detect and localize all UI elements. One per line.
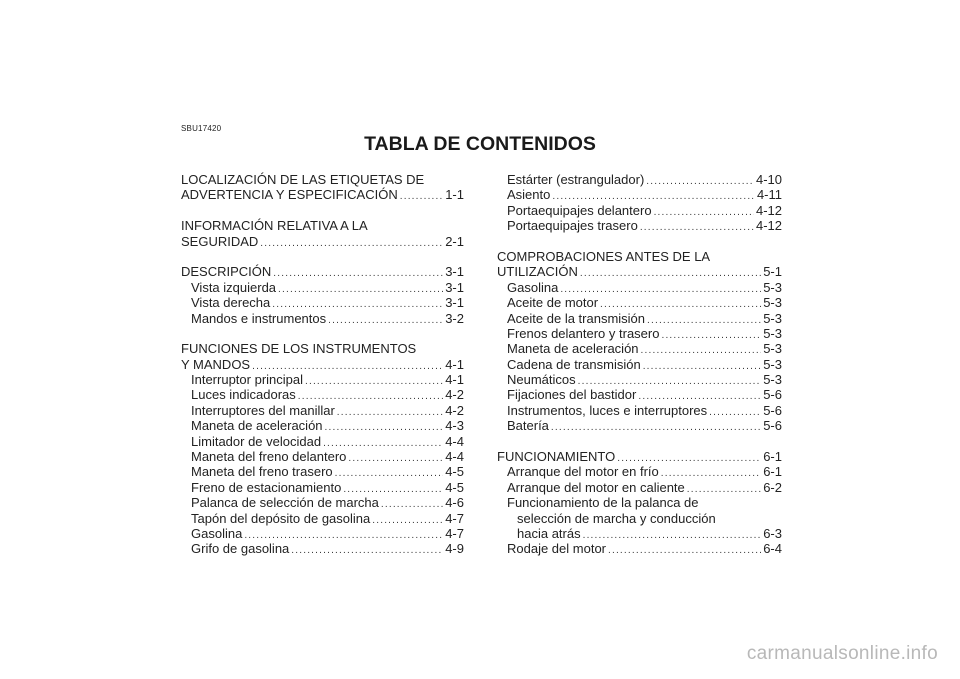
toc-subentry[interactable]: Gasolina ..... 5-3: [497, 280, 782, 295]
page-title: TABLA DE CONTENIDOS: [364, 133, 596, 155]
toc-entry[interactable]: DESCRIPCIÓN ..... 3-1: [181, 264, 464, 279]
watermark: carmanualsonline.info: [746, 643, 938, 664]
leader-dots: [647, 313, 761, 328]
page-number: 5-1: [763, 264, 782, 280]
page-number: 4-6: [445, 495, 464, 511]
toc-section-heading: INFORMACIÓN RELATIVA A LA: [181, 218, 368, 234]
page-number: 5-3: [763, 356, 782, 372]
leader-dots: [305, 374, 443, 389]
toc-subentry[interactable]: Fijaciones del bastidor ..... 5-6: [497, 387, 782, 402]
toc-subentry[interactable]: Vista izquierda ..... 3-1: [181, 280, 464, 295]
leader-dots: [709, 405, 761, 420]
page-number: 5-6: [763, 402, 782, 418]
leader-dots: [273, 266, 443, 281]
toc-subentry[interactable]: Neumáticos ..... 5-3: [497, 372, 782, 387]
page-number: 5-3: [763, 279, 782, 295]
toc-subentry-line: Funcionamiento de la palanca de: [507, 495, 699, 511]
toc-subentry[interactable]: Instrumentos, luces e interruptores ..... 5-6: [497, 403, 782, 418]
leader-dots: [337, 405, 443, 420]
toc-subentry-line: selección de marcha y conducción: [517, 510, 716, 526]
page-number: 3-2: [445, 310, 464, 326]
page-number: 4-2: [445, 402, 464, 418]
leader-dots: [551, 420, 761, 435]
page-number: 2-1: [445, 233, 464, 249]
toc-subentry[interactable]: Freno de estacionamiento ..... 4-5: [181, 480, 464, 495]
toc-entry[interactable]: Y MANDOS ..... 4-1: [181, 357, 464, 372]
page-number: 5-3: [763, 325, 782, 341]
page-number: 4-1: [445, 372, 464, 388]
page-number: 6-1: [763, 464, 782, 480]
leader-dots: [580, 266, 761, 281]
page-number: 4-4: [445, 433, 464, 449]
toc-subentry[interactable]: Vista derecha ..... 3-1: [181, 295, 464, 310]
toc-subentry[interactable]: Cadena de transmisión ..... 5-3: [497, 357, 782, 372]
page-number: 4-3: [445, 418, 464, 434]
page-number: 4-12: [755, 202, 782, 218]
toc-subentry[interactable]: Tapón del depósito de gasolina ..... 4-7: [181, 511, 464, 526]
page-number: 5-6: [763, 387, 782, 403]
toc-subentry[interactable]: Maneta de aceleración ..... 5-3: [497, 341, 782, 356]
toc-entry[interactable]: SEGURIDAD ..... 2-1: [181, 234, 464, 249]
leader-dots: [348, 451, 443, 466]
page-number: 3-1: [445, 295, 464, 311]
page-number: 5-6: [763, 418, 782, 434]
toc-subentry[interactable]: Portaequipajes trasero ..... 4-12: [497, 218, 782, 233]
leader-dots: [646, 174, 754, 189]
page-number: 4-4: [445, 449, 464, 465]
toc-subentry[interactable]: Grifo de gasolina ..... 4-9: [181, 541, 464, 556]
leader-dots: [328, 313, 443, 328]
toc-subentry[interactable]: Aceite de motor ..... 5-3: [497, 295, 782, 310]
toc-section-heading: COMPROBACIONES ANTES DE LA: [497, 248, 711, 264]
leader-dots: [335, 466, 444, 481]
page-number: 4-10: [755, 172, 782, 187]
toc-subentry[interactable]: Arranque del motor en caliente ..... 6-2: [497, 480, 782, 495]
page-number: 4-5: [445, 479, 464, 495]
page-number: 6-4: [763, 541, 782, 557]
page-number: 4-5: [445, 464, 464, 480]
toc-entry[interactable]: UTILIZACIÓN ..... 5-1: [497, 264, 782, 279]
page-number: 5-3: [763, 341, 782, 357]
page-number: 4-7: [445, 510, 464, 526]
toc-subentry[interactable]: Mandos e instrumentos ..... 3-2: [181, 311, 464, 326]
toc-subentry[interactable]: Maneta del freno delantero ..... 4-4: [181, 449, 464, 464]
leader-dots: [643, 359, 762, 374]
leader-dots: [325, 420, 444, 435]
page-number: 4-9: [445, 541, 464, 557]
page-number: 6-3: [763, 525, 782, 541]
leader-dots: [608, 543, 761, 558]
leader-dots: [400, 189, 443, 204]
leader-dots: [661, 328, 761, 343]
toc-subentry[interactable]: Palanca de selección de marcha ..... 4-6: [181, 495, 464, 510]
leader-dots: [583, 528, 762, 543]
toc-subentry[interactable]: Limitador de velocidad ..... 4-4: [181, 434, 464, 449]
toc-subentry[interactable]: Rodaje del motor ..... 6-4: [497, 541, 782, 556]
page-number: 5-3: [763, 372, 782, 388]
leader-dots: [278, 282, 443, 297]
page-number: 4-7: [445, 525, 464, 541]
toc-subentry[interactable]: Asiento ..... 4-11: [497, 187, 782, 202]
toc-subentry[interactable]: Frenos delantero y trasero ..... 5-3: [497, 326, 782, 341]
page-number: 4-12: [755, 218, 782, 234]
page-number: 4-2: [445, 387, 464, 403]
page-number: 3-1: [445, 264, 464, 280]
page-number: 3-1: [445, 279, 464, 295]
page-number: 5-3: [763, 310, 782, 326]
page-number: 4-11: [756, 187, 782, 203]
toc-subentry[interactable]: Aceite de la transmisión ..... 5-3: [497, 311, 782, 326]
page-number: 1-1: [445, 187, 464, 203]
toc-right-column: [497, 172, 782, 557]
leader-dots: [654, 205, 754, 220]
toc-entry[interactable]: ADVERTENCIA Y ESPECIFICACIÓN ..... 1-1: [181, 187, 464, 202]
toc-subentry[interactable]: Estárter (estrangulador) ..... 4-10: [497, 172, 782, 187]
leader-dots: [291, 543, 443, 558]
toc-subentry[interactable]: Arranque del motor en frío ..... 6-1: [497, 464, 782, 479]
toc-subentry[interactable]: Interruptores del manillar ..... 4-2: [181, 403, 464, 418]
toc-subentry[interactable]: Luces indicadoras ..... 4-2: [181, 387, 464, 402]
page-number: 4-1: [445, 356, 464, 372]
toc-subentry[interactable]: Portaequipajes delantero ..... 4-12: [497, 203, 782, 218]
document-code: SBU17420: [181, 124, 222, 133]
leader-dots: [381, 497, 443, 512]
page-number: 6-2: [763, 479, 782, 495]
toc-section-heading: LOCALIZACIÓN DE LAS ETIQUETAS DE: [181, 172, 425, 187]
toc-subentry[interactable]: Maneta de aceleración ..... 4-3: [181, 418, 464, 433]
toc-subentry[interactable]: Maneta del freno trasero ..... 4-5: [181, 464, 464, 479]
leader-dots: [641, 343, 762, 358]
leader-dots: [372, 513, 443, 528]
page-number: 5-3: [763, 295, 782, 311]
toc-subentry[interactable]: Batería ..... 5-6: [497, 418, 782, 433]
toc-left-column: [181, 172, 464, 557]
leader-dots: [260, 236, 443, 251]
toc-section-heading: FUNCIONES DE LOS INSTRUMENTOS: [181, 341, 417, 357]
leader-dots: [640, 220, 754, 235]
toc-subentry[interactable]: Interruptor principal ..... 4-1: [181, 372, 464, 387]
page-number: 6-1: [763, 449, 782, 465]
toc-entry[interactable]: FUNCIONAMIENTO ..... 6-1: [497, 449, 782, 464]
toc-subentry[interactable]: Gasolina ..... 4-7: [181, 526, 464, 541]
toc-subentry[interactable]: hacia atrás ..... 6-3: [497, 526, 782, 541]
